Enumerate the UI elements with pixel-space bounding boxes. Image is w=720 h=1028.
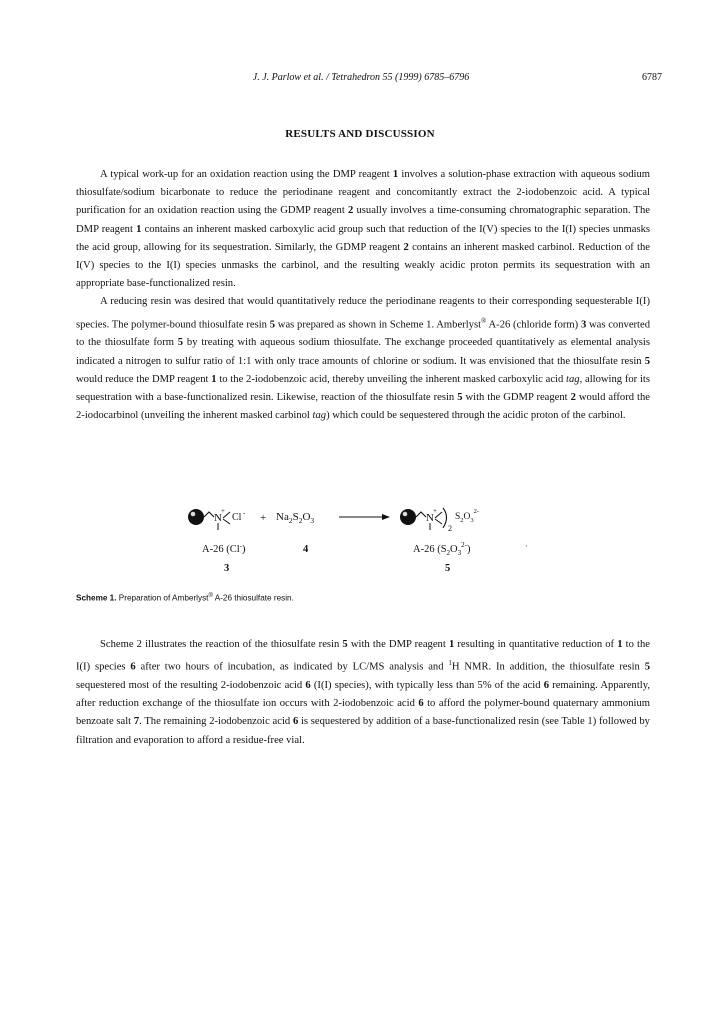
page-number: 6787 [642,72,662,83]
label-product: A-26 $(S_2O_3^{2-})$ [413,541,471,557]
product-count: 2 [448,524,452,533]
sodium-thiosulfate: $Na_2S_2O_3$ [276,511,315,525]
svg-text:+: + [221,507,225,515]
plus-sign: + [260,512,267,524]
nitrogen-reactant: N [214,512,222,524]
scheme-1-graphic [150,500,570,582]
running-title: J. J. Parlow et al. / Tetrahedron 55 (1999) 6785–6796 [252,72,470,83]
section-title: RESULTS AND DISCUSSION [285,128,435,140]
bracket-product [443,508,447,528]
chloride-ion: Cl [232,512,242,523]
label-reactant: A-26 (Cl-) [202,542,246,555]
compound-number-5: 5 [445,563,451,574]
paragraph-3: Scheme 2 illustrates the reaction of the thiosulfate resin 5 with the DMP reagent 1 resulting in quantitative reduction of 1 to the I(I) species 6 after two hours of incubation, as indicated by LC/MS analysis and $^1$H NMR. In addition, the thiosulfate resin 5 sequestered most of the resulting 2-iodobenzoic acid 6 (I(I) species), with typically less than 5% of the acid 6 remaining. Apparently, after reduction exchange of the thiosulfate ion occurs with 2-iodobenzoic acid 6 to afford the polymer-bound quaternary ammonium benzoate salt 7. The remaining 2-iodobenzoic acid 6 is sequestered by addition of a base-functionalized resin (see Table 1) followed by filtration and evaporation to afford a residue-free vial. [76,639,650,746]
nitrogen-product: N [426,512,434,524]
svg-text:+: + [433,507,437,515]
label-reagent-number: 4 [303,544,309,555]
resin-bead-product [400,509,416,525]
body-text-lower [76,636,650,750]
scheme-caption: Scheme 1. Preparation of Amberlyst® A-26 thiosulfate resin. [76,593,294,603]
resin-linker-reactant [204,512,214,517]
compound-number-3: 3 [224,563,230,574]
paragraph-1: A typical work-up for an oxidation reaction using the DMP reagent 1 involves a solution-phase extraction with aqueous sodium thiosulfate/sodium bicarbonate to reduce the periodinane reagent and concomitantly extract the 2-iodobenzoic acid. A typical purification for an oxidation reaction using the GDMP reagent 2 usually involves a time-consuming chromatographic separation. The DMP reagent 1 contains an inherent masked carboxylic acid group such that reduction of the I(V) species to the I(I) species unmasks the acid group, allowing for its sequestration. Similarly, the GDMP reagent 2 contains an inherent masked carbinol. Reduction of the I(V) species to the I(I) species unmasks the carbinol, and the resulting weakly acidic proton permits its sequestration with an appropriate base-functionalized resin. [76,169,651,290]
body-text-upper [76,166,650,425]
paragraph-2: A reducing resin was desired that would quantitatively reduce the periodinane reagents to their corresponding sequesterable I(I) species. The polymer-bound thiosulfate resin 5 was prepared as shown in Scheme 1. Amberlyst® A-26 (chloride form) 3 was converted to the thiosulfate form 5 by treating with aqueous sodium thiosulfate. The exchange proceeded quantitatively as elemental analysis indicated a nitrogen to sulfur ratio of 1:1 with only trace amounts of chlorine or sodium. It was envisioned that the thiosulfate resin 5 would reduce the DMP reagent 1 to the 2-iodobenzoic acid, thereby unveiling the inherent masked carboxylic acid tag, allowing for its sequestration with a base-functionalized resin. Likewise, reaction of the thiosulfate resin 5 with the GDMP reagent 2 would afford the 2-iodocarbinol (unveiling the inherent masked carbinol tag) which could be sequestered through the acidic proton of the carbinol. [76,296,650,422]
svg-text:-: - [243,509,246,517]
resin-bead-reactant [188,509,204,525]
svg-text:·: · [525,542,528,551]
thiosulfate-ion: $S_2O_3^{2-}$ [455,508,480,524]
resin-linker-product [416,512,426,517]
caption-label: Scheme 1. [76,593,117,603]
